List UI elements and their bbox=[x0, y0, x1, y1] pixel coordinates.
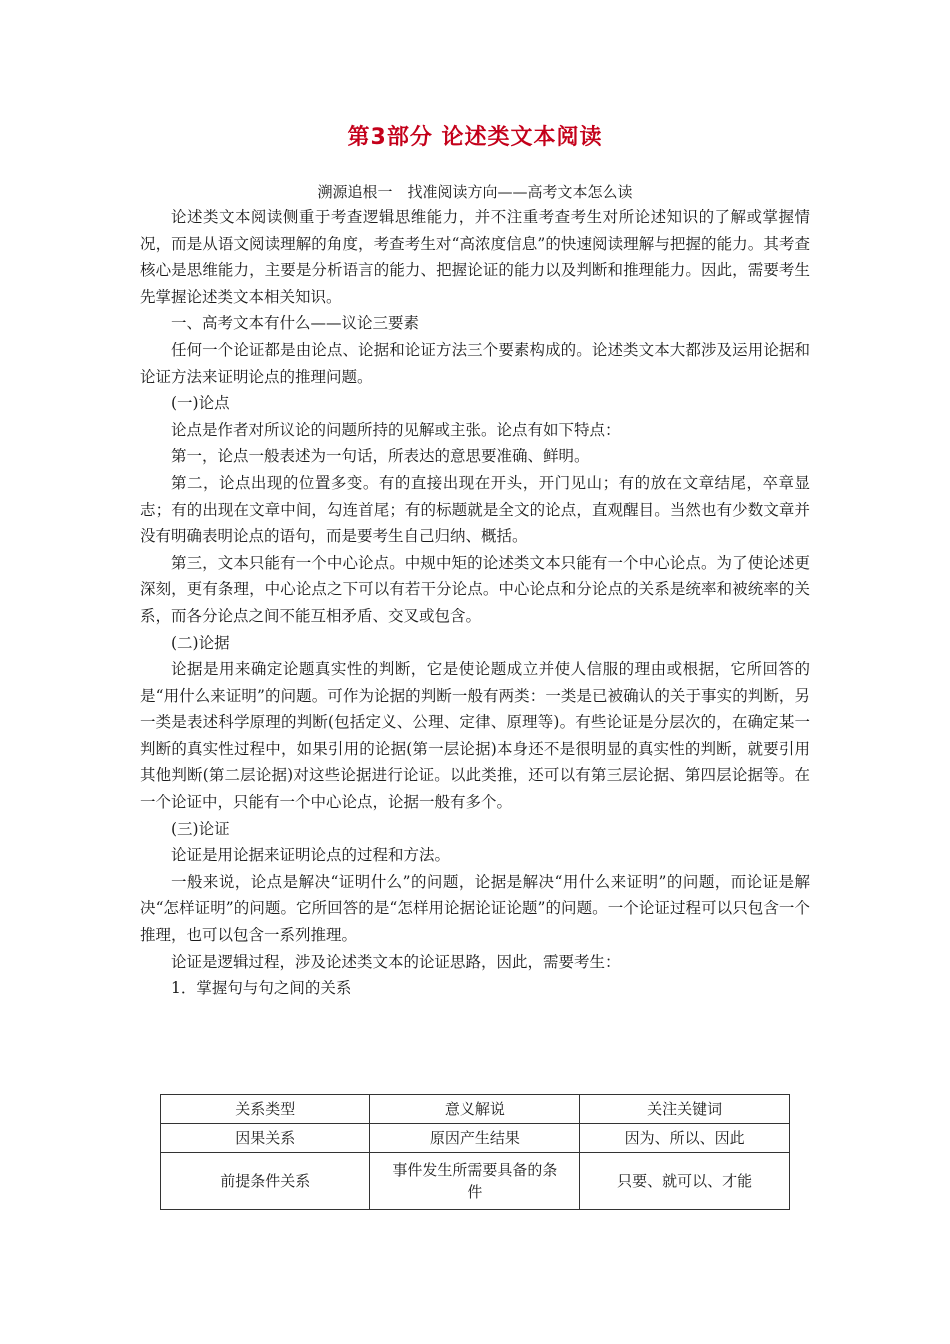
section-subtitle: 溯源追根一 找准阅读方向——高考文本怎么读 bbox=[317, 183, 633, 201]
subsection-heading: (二)论据 bbox=[171, 633, 230, 652]
paragraph: 论证是逻辑过程，涉及论述类文本的论证思路，因此，需要考生： bbox=[171, 952, 621, 971]
table-cell: 事件发生所需要具备的条件 bbox=[370, 1153, 580, 1210]
paragraph: 论点是作者对所议论的问题所持的见解或主张。论点有如下特点： bbox=[171, 420, 621, 439]
subsection-heading: (三)论证 bbox=[171, 819, 230, 838]
paragraph: 一般来说，论点是解决“证明什么”的问题，论据是解决“用什么来证明”的问题，而论证是解决“怎样证明”的问题。它所回答的是“怎样用论据论证论题”的问题。一个论证过程可以只包含一个推理，也可以包含一系列推理。 bbox=[140, 872, 810, 945]
table-cell: 只要、就可以、才能 bbox=[580, 1153, 790, 1210]
body-text bbox=[140, 204, 810, 1002]
table-header-cell: 关注关键词 bbox=[580, 1095, 790, 1124]
list-heading: 1．掌握句与句之间的关系 bbox=[171, 979, 352, 998]
subsection-heading: (一)论点 bbox=[171, 394, 230, 413]
paragraph: 论据是用来确定论题真实性的判断，它是使论题成立并使人信服的理由或根据，它所回答的是“用什么来证明”的问题。可作为论据的判断一般有两类：一类是已被确认的关于事实的判断，另一类是表述科学原理的判断(包括定义、公理、定律、原理等)。有些论证是分层次的，在确定某一判断的真实性过程中，如果引用的论据(第一层论据)本身还不是很明显的真实性的判断，就要引用其他判断(第二层论据)对这些论据进行论证。以此类推，还可以有第三层论据、第四层论据等。在一个论证中，只能有一个中心论点，论据一般有多个。 bbox=[140, 660, 810, 812]
paragraph: 论述类文本阅读侧重于考查逻辑思维能力，并不注重考查考生对所论述知识的了解或掌握情况，而是从语文阅读理解的角度，考查考生对“高浓度信息”的快速阅读理解与把握的能力。其考查核心是思维能力，主要是分析语言的能力、把握论证的能力以及判断和推理能力。因此，需要考生先掌握论述类文本相关知识。 bbox=[140, 208, 810, 306]
table-cell: 前提条件关系 bbox=[161, 1153, 370, 1210]
table-header-cell: 关系类型 bbox=[161, 1095, 370, 1124]
relation-table bbox=[160, 1094, 790, 1210]
table-header-row bbox=[161, 1095, 790, 1124]
paragraph: 第三，文本只能有一个中心论点。中规中矩的论述类文本只能有一个中心论点。为了使论述更深刻，更有条理，中心论点之下可以有若干分论点。中心论点和分论点的关系是统率和被统率的关系，而各分论点之间不能互相矛盾、交叉或包含。 bbox=[140, 553, 810, 625]
section-heading: 一、高考文本有什么——议论三要素 bbox=[171, 314, 420, 333]
paragraph: 论证是用论据来证明论点的过程和方法。 bbox=[171, 846, 451, 865]
table-cell: 因为、所以、因此 bbox=[580, 1124, 790, 1153]
table-cell: 因果关系 bbox=[161, 1124, 370, 1153]
paragraph: 任何一个论证都是由论点、论据和论证方法三个要素构成的。论述类文本大都涉及运用论据和论证方法来证明论点的推理问题。 bbox=[140, 340, 810, 386]
table-header-cell: 意义解说 bbox=[370, 1095, 580, 1124]
table-cell: 原因产生结果 bbox=[370, 1124, 580, 1153]
paragraph: 第二，论点出现的位置多变。有的直接出现在开头，开门见山；有的放在文章结尾，卒章显志；有的出现在文章中间，勾连首尾；有的标题就是全文的论点，直观醒目。当然也有少数文章并没有明确表明论点的语句，而是要考生自己归纳、概括。 bbox=[140, 473, 810, 546]
page-title: 第3部分 论述类文本阅读 bbox=[347, 125, 603, 150]
table-row bbox=[161, 1153, 790, 1210]
table-row bbox=[161, 1124, 790, 1153]
paragraph: 第一，论点一般表述为一句话，所表达的意思要准确、鲜明。 bbox=[171, 447, 590, 466]
